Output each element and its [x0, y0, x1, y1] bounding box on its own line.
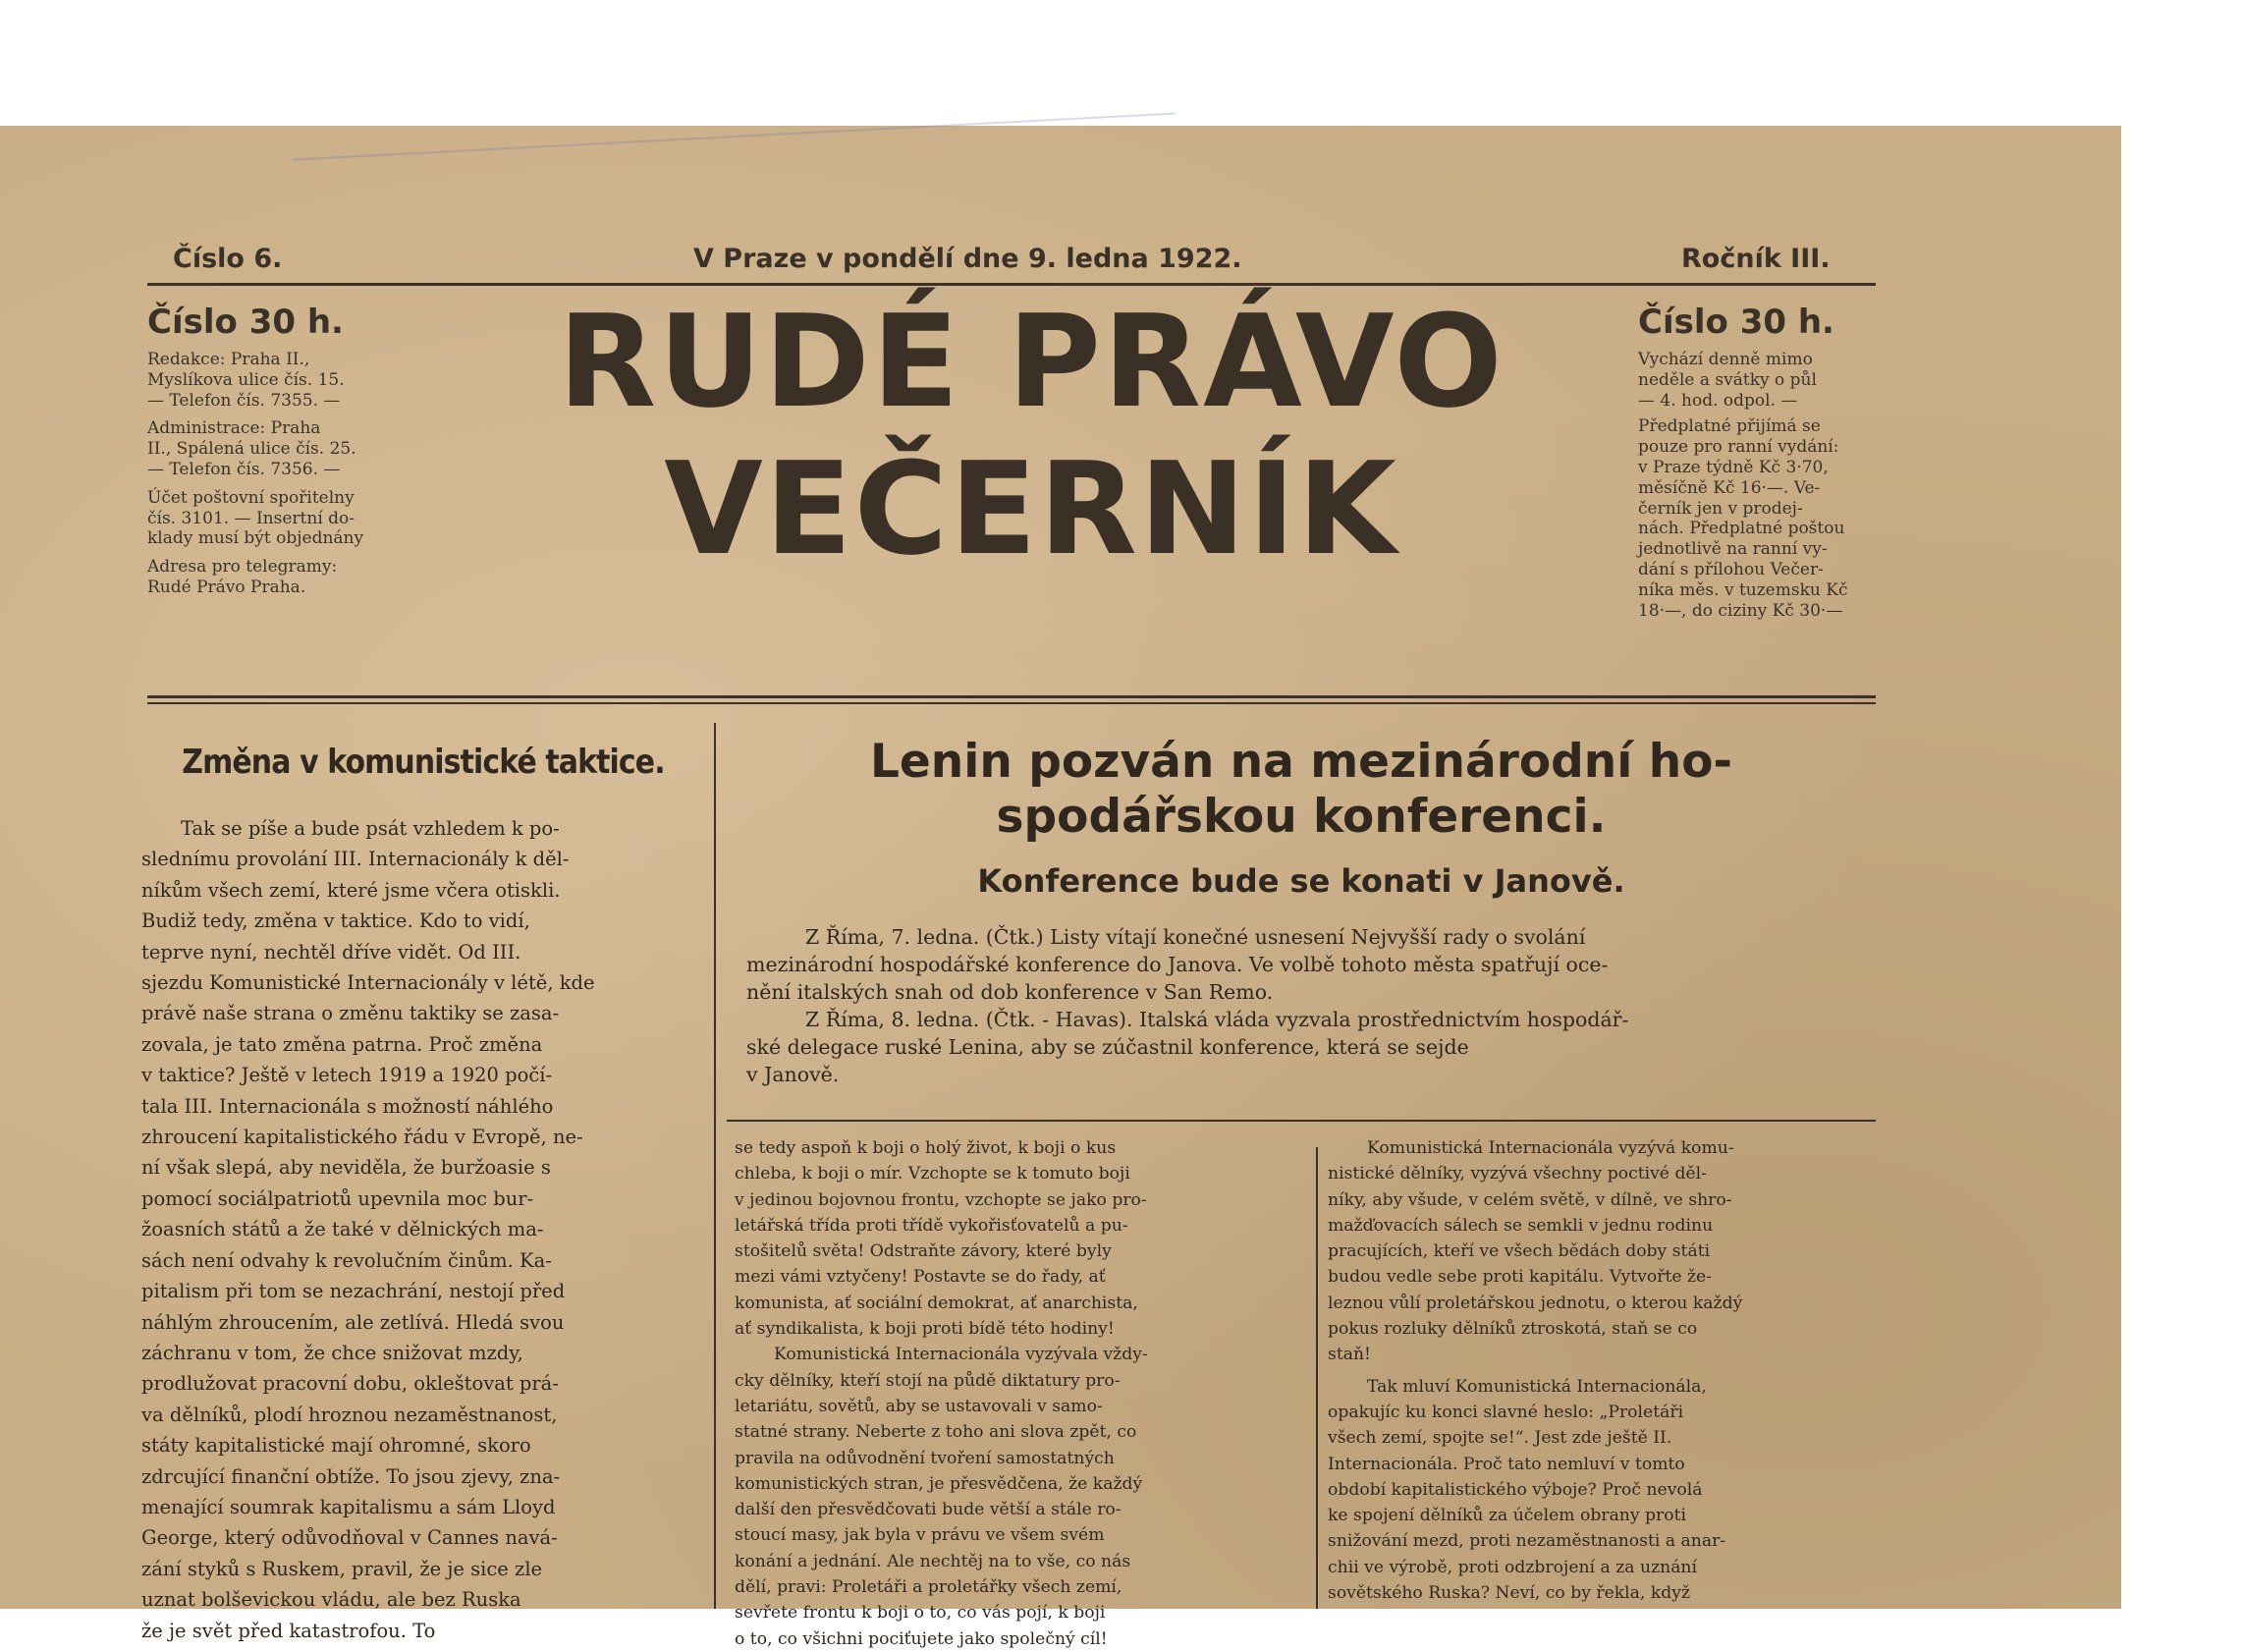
left-article-body [141, 813, 701, 1646]
text-line: slednímu provolání III. Internacionály k děl- [141, 848, 570, 871]
left-ear-line: Redakce: Praha II., [147, 350, 310, 369]
masthead-rule [147, 695, 1876, 698]
text-line: v jedinou bojovnou frontu, vzchopte se jako pro- [735, 1189, 1147, 1210]
right-ear-line: dání s přílohou Večer- [1638, 559, 1824, 579]
text-line: leznou vůlí proletářskou jednotu, o kterou každý [1328, 1293, 1743, 1313]
right-ear-line: v Praze týdně Kč 3·70, [1638, 457, 1829, 477]
text-line: va dělníků, plodí hroznou nezaměstnanost, [141, 1403, 558, 1426]
text-line: zdrcující finanční obtíže. To jsou zjevy, zna- [141, 1464, 561, 1488]
text-line: žoasních států a že také v dělnických ma- [141, 1218, 544, 1241]
text-line: prodlužovat pracovní dobu, okleštovat prá- [141, 1372, 559, 1396]
text-line: komunistických stran, je přesvědčena, že každý [735, 1473, 1143, 1494]
text-line: v taktice? Ještě v letech 1919 a 1920 počí- [141, 1064, 553, 1087]
right-ear-line: měsíčně Kč 16·—. Ve- [1638, 477, 1821, 498]
masthead [412, 287, 1650, 592]
text-line: státy kapitalistické mají ohromné, skoro [141, 1434, 531, 1458]
text-line: Tak mluví Komunistická Internacionála, [1367, 1376, 1707, 1397]
text-line: chii ve výrobě, proti odzbrojení a za uznání [1328, 1557, 1698, 1577]
main-headline-line2: spodářskou konferenci. [996, 790, 1607, 844]
volume-number: Ročník III. [1681, 244, 1831, 274]
text-line: letářská třída proti třídě vykořisťovatelů a pu- [735, 1215, 1128, 1236]
text-line: chleba, k boji o mír. Vzchopte se k tomuto boji [735, 1164, 1130, 1184]
right-ear-line: jednotlivě na ranní vy- [1638, 539, 1828, 560]
text-line: pomocí sociálpatriotů upevnila moc bur- [141, 1186, 534, 1210]
text-line: staň! [1328, 1345, 1371, 1365]
right-ear-line: níka měs. v tuzemsku Kč [1638, 579, 1848, 600]
left-ear-line: II., Spálená ulice čís. 25. [147, 439, 356, 460]
right-column-body [1328, 1135, 1878, 1606]
left-ear-line: — Telefon čís. 7355. — [147, 390, 341, 411]
left-ear-line: Účet poštovní spořitelny [147, 487, 355, 508]
text-line: Tak se píše a bude psát vzhledem k po- [181, 817, 560, 840]
text-line: George, který odůvodňoval v Cannes navá- [141, 1526, 558, 1550]
right-ear-line: Vychází denně mimo [1638, 350, 1813, 369]
right-ear-line: 18·—, do ciziny Kč 30·— [1638, 600, 1843, 621]
column-rule-2 [1316, 1147, 1318, 1609]
masthead-line2: VEČERNÍK [664, 434, 1398, 583]
left-ear-line: Adresa pro telegramy: [147, 557, 338, 578]
right-ear-line: pouze pro ranní vydání: [1638, 437, 1839, 458]
text-line: pravila na odůvodnění tvoření samostatných [735, 1448, 1115, 1468]
text-line: nění italských snah od dob konference v San Remo. [746, 980, 1274, 1004]
text-line: Z Říma, 8. ledna. (Čtk. - Havas). Italská vláda vyzvala prostřednictvím hospodář- [805, 1008, 1629, 1031]
text-line: Budiž tedy, změna v taktice. Kdo to vidí, [141, 909, 530, 933]
left-ear-line: klady musí být objednány [147, 528, 364, 549]
text-line: Internacionála. Proč tato nemluví v tomto [1328, 1454, 1685, 1474]
text-line: ať syndikalista, k boji proti bídě této hodiny! [735, 1319, 1115, 1340]
text-line: stoucí masy, jak byla v právu ve všem svém [735, 1525, 1105, 1546]
issue-info-row [173, 244, 1842, 283]
top-rule [147, 283, 1876, 286]
newspaper-page [0, 126, 2121, 1649]
text-line: zhroucení kapitalistického řádu v Evropě, ne- [141, 1126, 583, 1149]
left-ear [147, 303, 363, 598]
masthead-rule-2 [147, 702, 1876, 704]
text-line: všech zemí, spojte se!“. Jest zde ještě II. [1328, 1428, 1672, 1449]
column-rule [714, 723, 716, 1609]
text-line: nistické dělníky, vyzývá všechny poctivé děl- [1328, 1164, 1707, 1184]
right-ear-line: — 4. hod. odpol. — [1638, 390, 1798, 411]
text-line: se tedy aspoň k boji o holý život, k boji o kus [735, 1138, 1117, 1158]
text-line: ní však slepá, aby neviděla, že buržoasie s [141, 1156, 551, 1180]
text-line: sevřete frontu k boji o to, co vás pojí, k boji [735, 1603, 1106, 1624]
left-ear-line: Myslíkova ulice čís. 15. [147, 369, 345, 390]
text-line: pracujících, kteří ve všech bědách doby státi [1328, 1241, 1711, 1262]
article-divider [727, 1120, 1876, 1122]
text-line: níkům všech zemí, které jsme včera otiskli. [141, 878, 561, 902]
text-line: období kapitalistického výboje? Proč nevolá [1328, 1479, 1703, 1500]
text-line: záchranu v tom, že chce snižovat mzdy, [141, 1341, 523, 1364]
text-line: tala III. Internacionála s možností náhlého [141, 1094, 554, 1118]
issue-number: Číslo 6. [173, 244, 283, 274]
text-line: právě naše strana o změnu taktiky se zasa- [141, 1002, 560, 1025]
text-line: dělí, pravi: Proletáři a proletářky všech zemí, [735, 1577, 1122, 1598]
text-line: komunista, ať sociální demokrat, ať anarchista, [735, 1293, 1138, 1313]
dateline: V Praze v pondělí dne 9. ledna 1922. [693, 244, 1242, 274]
text-line: cky dělníky, kteří stojí na půdě diktatury pro- [735, 1370, 1121, 1391]
text-line: zovala, je tato změna patrna. Proč změna [141, 1032, 543, 1056]
text-line: mažďovacích sálech se semkli v jednu rodinu [1328, 1215, 1714, 1236]
main-headline [727, 735, 1876, 845]
left-ear-line: Administrace: Praha [147, 418, 321, 439]
text-line: v Janově. [746, 1063, 840, 1086]
text-line: že je svět před katastrofou. To [141, 1619, 436, 1642]
text-line: sovětského Ruska? Neví, co by řekla, když [1328, 1583, 1691, 1604]
text-line: snižování mezd, proti nezaměstnanosti a anar- [1328, 1531, 1726, 1552]
left-ear-line: — Telefon čís. 7356. — [147, 459, 341, 479]
masthead-line1: RUDÉ PRÁVO [558, 287, 1504, 436]
text-line: o to, co všichni pociťujete jako společný cíl! [735, 1628, 1108, 1649]
text-line: zání styků s Ruskem, pravil, že je sice zle [141, 1557, 543, 1580]
middle-column-body [735, 1135, 1309, 1652]
text-line: uznat bolševickou vládu, ale bez Ruska [141, 1588, 521, 1612]
right-ear-line: neděle a svátky o půl [1638, 369, 1817, 390]
left-ear-line: čís. 3101. — Insertní do- [147, 508, 356, 528]
right-price: Číslo 30 h. [1638, 303, 1834, 342]
text-line: sjezdu Komunistické Internacionály v létě, kde [141, 971, 595, 995]
text-line: menající soumrak kapitalismu a sám Lloyd [141, 1495, 556, 1518]
text-line: sách není odvahy k revolučním činům. Ka- [141, 1248, 552, 1272]
text-line: statné strany. Neberte z toho ani slova zpět, co [735, 1422, 1137, 1443]
text-line: Z Říma, 7. ledna. (Čtk.) Listy vítají konečné usnesení Nejvyšší rady o svolání [805, 925, 1586, 949]
text-line: opakujíc ku konci slavné heslo: „Proletáři [1328, 1402, 1684, 1422]
text-line: teprve nyní, nechtěl dříve vidět. Od III. [141, 940, 521, 964]
text-line: ke spojení dělníků za účelem obrany proti [1328, 1506, 1687, 1526]
right-ear [1638, 303, 1847, 621]
right-ear-line: Předplatné přijímá se [1638, 416, 1821, 437]
main-subheadline: Konference bude se konati v Janově. [977, 862, 1625, 900]
text-line: stošitelů světa! Odstraňte závory, které byly [735, 1241, 1112, 1262]
text-line: budou vedle sebe proti kapitálu. Vytvořte že- [1328, 1267, 1713, 1288]
text-line: níky, aby všude, v celém světě, v dílně, ve shro- [1328, 1189, 1732, 1210]
text-line: náhlým zhroucením, ale zetlívá. Hledá svou [141, 1310, 565, 1334]
text-line: ské delegace ruské Lenina, aby se zúčastnil konference, která se sejde [746, 1035, 1469, 1059]
text-line: pokus rozluky dělníků ztroskotá, staň se co [1328, 1319, 1698, 1340]
text-line: letariátu, sovětů, aby se ustavovali v samo- [735, 1396, 1103, 1416]
right-ear-line: černík jen v prodej- [1638, 498, 1803, 519]
text-line: pitalism při tom se nezachrání, nestojí před [141, 1280, 566, 1303]
right-ear-line: nách. Předplatné poštou [1638, 519, 1845, 539]
text-line: Komunistická Internacionála vyzývala vždy- [774, 1345, 1148, 1365]
left-headline: Změna v komunistické taktice. [182, 743, 665, 782]
text-line: konání a jednání. Ale nechtěj na to vše, co nás [735, 1551, 1131, 1571]
text-line: mezinárodní hospodářské konference do Janova. Ve volbě tohoto města spatřují oce- [746, 953, 1609, 976]
left-ear-line: Rudé Právo Praha. [147, 577, 306, 597]
main-article-body [746, 923, 1866, 1088]
text-line: mezi vámi vztyčeny! Postavte se do řady, ať [735, 1267, 1106, 1288]
main-headline-line1: Lenin pozván na mezinárodní ho- [869, 735, 1732, 789]
left-price: Číslo 30 h. [147, 303, 344, 342]
text-line: Komunistická Internacionála vyzývá komu- [1367, 1138, 1734, 1158]
text-line: další den přesvědčovati bude větší a stále ro- [735, 1500, 1122, 1520]
